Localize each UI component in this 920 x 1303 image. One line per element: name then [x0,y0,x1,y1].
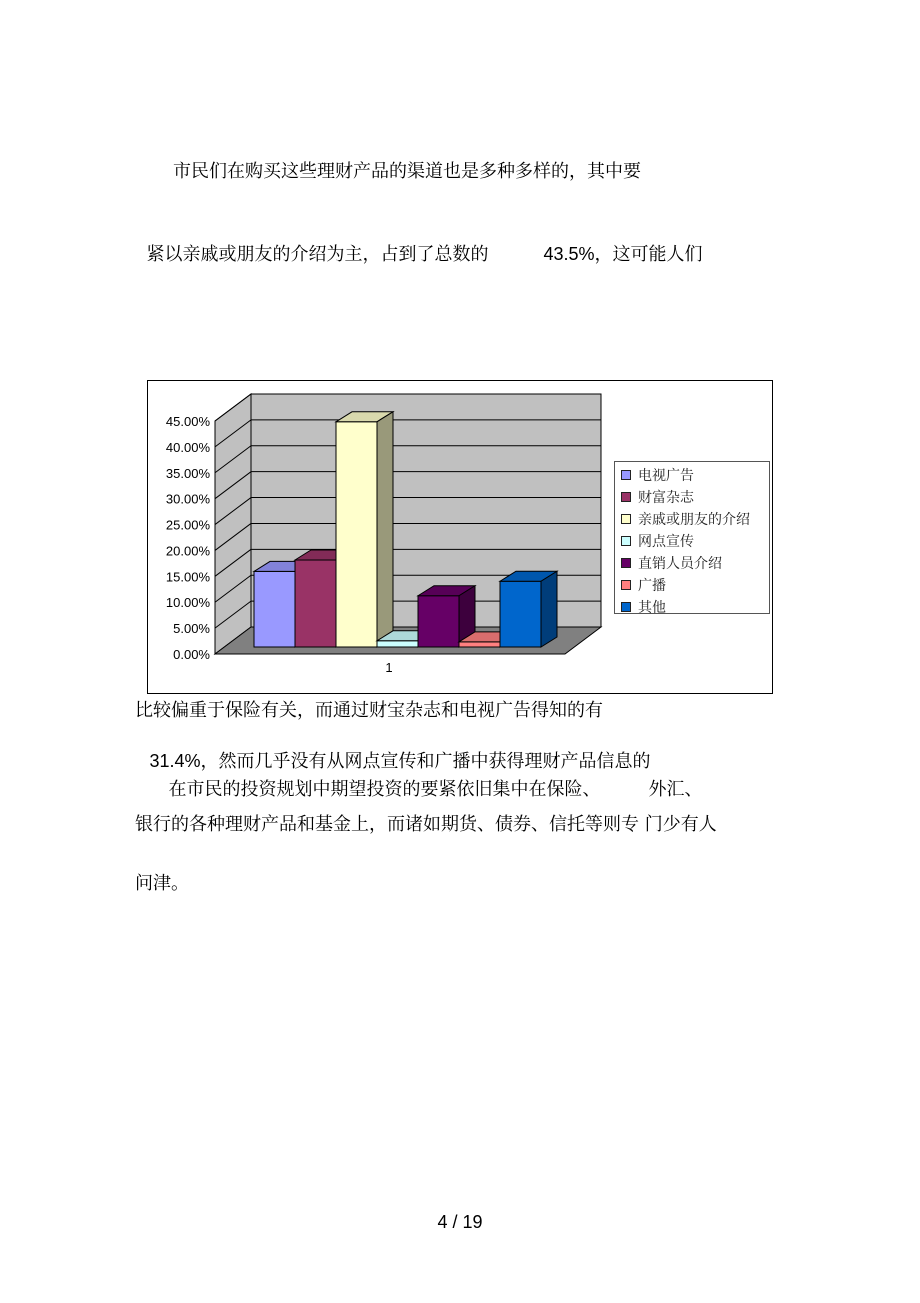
legend-item [621,574,769,596]
legend-label: 广播 [638,578,666,594]
bar-front [500,581,541,647]
y-tick-label: 10.00% [165,595,210,611]
paragraph-1-line-2 [135,218,703,267]
bar-chart [147,380,773,694]
legend-label: 其他 [638,600,666,616]
y-tick-label: 30.00% [165,491,210,507]
bar-front [418,596,459,647]
legend-item [621,486,769,508]
paragraph-3-line-1-text: 在市民的投资规划中期望投资的要紧依旧集中在保险、 [168,779,601,800]
bar-front [254,571,295,647]
legend-swatch [621,536,631,546]
legend-item [621,596,769,618]
paragraph-1-line-1: 市民们在购买这些理财产品的渠道也是多种多样的，其中要 [173,161,641,182]
legend-swatch [621,514,631,524]
y-tick-label: 20.00% [165,543,210,559]
legend-label: 电视广告 [638,468,694,484]
paragraph-3-line-2: 银行的各种理财产品和基金上，而诸如期货、债券、信托等则专 门少有人 [135,814,717,835]
y-tick-label: 35.00% [165,465,210,481]
bar-front [336,422,377,647]
legend-label: 网点宣传 [638,534,694,550]
legend-label: 亲戚或朋友的介绍 [638,512,750,528]
y-tick-label: 40.00% [165,439,210,455]
percent-31-4: 31.4% [149,751,201,771]
paragraph-3-line-3: 问津。 [135,873,189,894]
y-tick-label: 5.00% [173,621,210,637]
paragraph-3-line-1-tail: 外汇、 [648,779,703,800]
legend-swatch [621,492,631,502]
chart-legend [614,461,770,614]
legend-item [621,508,769,530]
paragraph-3-line-1 [157,754,702,802]
legend-item [621,552,769,574]
legend-item [621,530,769,552]
legend-label: 直销人员介绍 [638,556,722,572]
legend-swatch [621,558,631,568]
paragraph-2-line-2-text: ，然而几乎没有从网点宣传和广播中获得理财产品信息的 [200,751,651,772]
legend-label: 财富杂志 [638,490,694,506]
paragraph-1-line-2-tail: ，这可能人们 [594,244,703,265]
bar-front [295,560,336,647]
page-number: 4 / 19 [437,1212,483,1232]
bar-front [459,642,500,647]
legend-swatch [621,470,631,480]
percent-43-5: 43.5% [543,244,595,264]
paragraph-1-line-2-text: 紧以亲戚或朋友的介绍为主，占到了总数的 [146,244,489,265]
bar-front [377,641,418,647]
legend-item [621,464,769,486]
y-tick-label: 45.00% [165,414,210,429]
y-tick-label: 15.00% [165,569,210,585]
bar-side [377,412,393,647]
legend-swatch [621,580,631,590]
legend-swatch [621,602,631,612]
paragraph-2-line-1: 比较偏重于保险有关，而通过财宝杂志和电视广告得知的有 [135,700,603,721]
x-category-label: 1 [385,660,393,675]
y-tick-label: 25.00% [165,517,210,533]
y-tick-label: 0.00% [173,647,210,662]
bar-side [541,571,557,647]
